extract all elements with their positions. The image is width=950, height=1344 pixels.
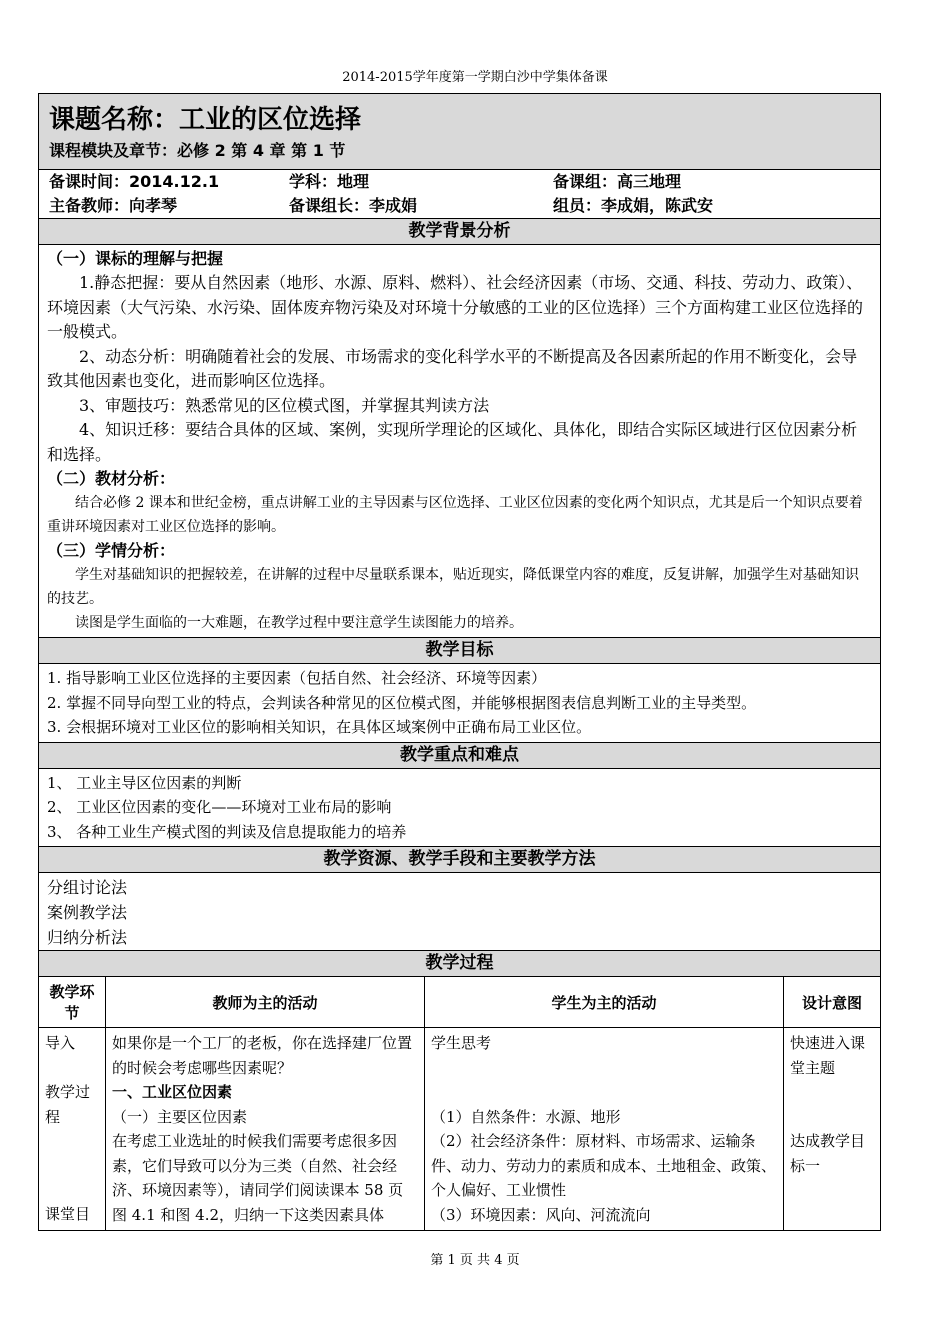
col-teacher: 教师为主的活动 <box>106 977 425 1028</box>
col-intent: 设计意图 <box>784 977 881 1028</box>
page-footer: 第 1 页 共 4 页 <box>430 1253 520 1268</box>
teacher-line: （一）主要区位因素 <box>112 1107 248 1126</box>
process-table <box>39 977 880 1230</box>
background-heading: 教学背景分析 <box>39 219 880 245</box>
title-block <box>39 94 880 170</box>
teacher-heading: 一、工业区位因素 <box>112 1083 233 1101</box>
student-line: （2）社会经济条件：原材料、市场需求、运输条件、动力、劳动力的素质和成本、土地租金、政策、个人偏好、工业惯性 <box>431 1132 777 1199</box>
stage-line <box>45 1056 99 1081</box>
stage-line: 导入 <box>45 1034 76 1052</box>
stage-line: 教学过程 <box>45 1083 91 1126</box>
student-line: 学生思考 <box>431 1034 492 1052</box>
prep-group: 备课组：高三地理 <box>553 172 682 191</box>
teacher-line: 如果你是一个工厂的老板，你在选择建厂位置的时候会考虑哪些因素呢？ <box>112 1034 413 1077</box>
paragraph-transfer: 4、知识迁移：要结合具体的区域、案例，实现所学理论的区域化、具体化，即结合实际区域进行区位因素分析和选择。 <box>47 420 858 464</box>
module-chapter: 课程模块及章节：必修 2 第 4 章 第 1 节 <box>49 141 346 160</box>
intent-cell <box>784 1028 881 1231</box>
group-leader: 备课组长：李成娟 <box>289 196 418 215</box>
methods-section <box>39 873 880 951</box>
background-section <box>39 245 880 638</box>
stage-spacer <box>45 1129 99 1202</box>
process-row <box>39 1028 880 1231</box>
curriculum-heading: （一）课标的理解与把握 <box>47 249 224 268</box>
keypoint-item: 3、 各种工业生产模式图的判读及信息提取能力的培养 <box>47 822 407 841</box>
intent-line: 达成教学目标一 <box>790 1132 866 1175</box>
student-line: （3）环境因素：风向、河流流向 <box>431 1205 651 1224</box>
methods-heading: 教学资源、教学手段和主要教学方法 <box>39 847 880 873</box>
method-item: 案例教学法 <box>47 903 128 922</box>
process-heading: 教学过程 <box>39 951 880 977</box>
intent-line: 快速进入课堂主题 <box>790 1034 866 1077</box>
stage-cell <box>39 1028 106 1231</box>
method-item: 归纳分析法 <box>47 928 128 947</box>
goal-item: 3. 会根据环境对工业区位的影响相关知识，在具体区域案例中正确布局工业区位。 <box>47 718 592 736</box>
keypoint-item: 1、 工业主导区位因素的判断 <box>47 773 242 792</box>
teacher-line: 在考虑工业选址的时候我们需要考虑很多因素，它们导致可以分为三类（自然、社会经济、环境因素等），请同学们阅读课本 58 页图 4.1 和图 4.2，归纳一下这类因素具体 <box>112 1132 404 1224</box>
page-header: 2014-2015学年度第一学期白沙中学集体备课 <box>342 70 608 85</box>
col-stage: 教学环节 <box>39 977 106 1028</box>
col-student: 学生为主的活动 <box>425 977 784 1028</box>
goal-item: 1. 指导影响工业区位选择的主要因素（包括自然、社会经济、环境等因素） <box>47 669 547 687</box>
info-rows <box>39 170 880 219</box>
goal-item: 2. 掌握不同导向型工业的特点，会判读各种常见的区位模式图，并能够根据图表信息判断工业的主导类型。 <box>47 693 757 712</box>
info-row-2 <box>39 194 880 218</box>
subject: 学科：地理 <box>289 172 370 191</box>
main-teacher: 主备教师：向孝琴 <box>49 196 178 215</box>
info-row-1 <box>39 170 880 194</box>
keypoints-section <box>39 769 880 848</box>
lesson-title: 课题名称：工业的区位选择 <box>49 105 362 135</box>
process-header-row <box>39 977 880 1028</box>
paragraph-dynamic: 2、动态分析：明确随着社会的发展、市场需求的变化科学水平的不断提高及各因素所起的作用不断变化，会导致其他因素也变化，进而影响区位选择。 <box>47 346 858 390</box>
stage-line: 课堂目 <box>45 1205 91 1223</box>
textbook-heading: （二）教材分析： <box>47 469 176 488</box>
paragraph-student-2: 读图是学生面临的一大难题，在教学过程中要注意学生读图能力的培养。 <box>75 615 523 631</box>
student-spacer <box>431 1056 777 1081</box>
student-heading: （三）学情分析： <box>47 541 176 560</box>
paragraph-student-1: 学生对基础知识的把握较差，在讲解的过程中尽量联系课本，贴近现实，降低课堂内容的难度，反复讲解，加强学生对基础知识的技艺。 <box>47 567 859 607</box>
method-item: 分组讨论法 <box>47 878 128 897</box>
keypoint-item: 2、 工业区位因素的变化——环境对工业布局的影响 <box>47 798 392 816</box>
intent-spacer <box>790 1080 874 1129</box>
goals-heading: 教学目标 <box>39 638 880 664</box>
paragraph-static: 1.静态把握：要从自然因素（地形、水源、原料、燃料）、社会经济因素（市场、交通、科技、劳动力、政策）、环境因素（大气污染、水污染、固体废弃物污染及对环境十分敏感的工业的区位选择）三个方面构建工业区位选择的一般模式。 <box>47 273 864 341</box>
keypoints-heading: 教学重点和难点 <box>39 743 880 769</box>
group-members: 组员：李成娟，陈武安 <box>553 196 714 215</box>
goals-section <box>39 664 880 743</box>
student-cell <box>425 1028 784 1231</box>
paragraph-skills: 3、审题技巧：熟悉常见的区位模式图，并掌握其判读方法 <box>79 395 490 415</box>
prep-time: 备课时间：2014.12.1 <box>49 172 220 191</box>
student-line: （1）自然条件：水源、地形 <box>431 1107 621 1126</box>
teacher-cell <box>106 1028 425 1231</box>
lesson-plan-table <box>38 93 881 1231</box>
paragraph-textbook: 结合必修 2 课本和世纪金榜，重点讲解工业的主导因素与区位选择、工业区位因素的变化两个知识点，尤其是后一个知识点要着重讲环境因素对工业区位选择的影响。 <box>47 495 863 535</box>
student-spacer <box>431 1080 777 1105</box>
